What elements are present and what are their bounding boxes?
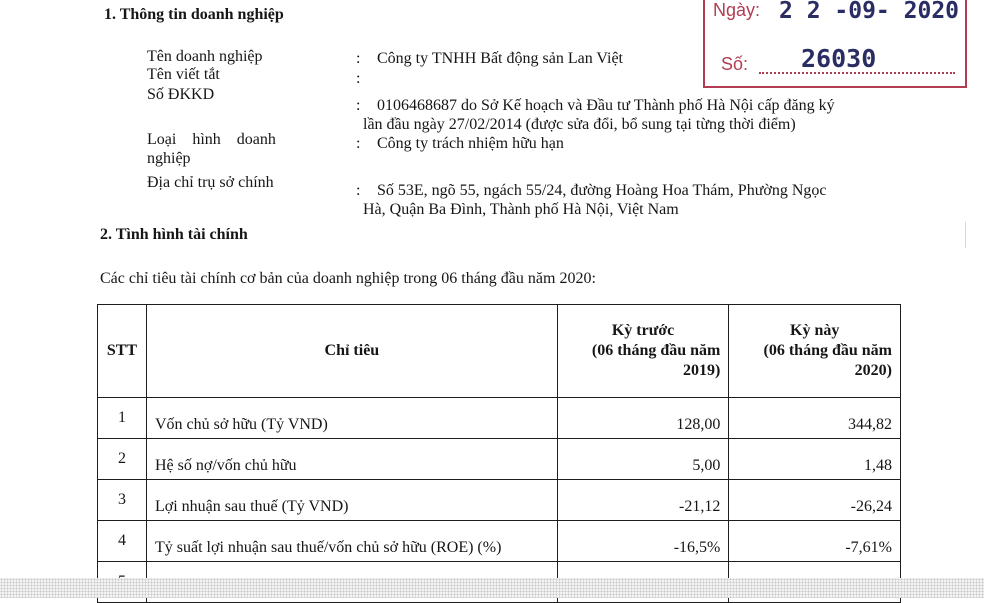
cell-previous: -16,5% — [557, 521, 729, 562]
cell-stt: 2 — [98, 439, 147, 480]
cell-indicator: Lợi nhuận sau thuế (Tỷ VND) — [146, 480, 557, 521]
stamp-date-label: Ngày: — [713, 0, 761, 20]
cell-indicator: Hệ số nợ/vốn chủ hữu — [146, 439, 557, 480]
scan-bottom-band — [0, 578, 984, 598]
field-value-registration-line1: 0106468687 do Sở Kế hoạch và Đầu tư Thành phố Hà Nội cấp đăng ký — [377, 97, 835, 114]
scan-edge-mark — [965, 222, 966, 248]
field-colon: : — [356, 97, 361, 114]
received-stamp — [703, 0, 967, 88]
cell-current: 1,48 — [729, 439, 901, 480]
stamp-date-value: 2 2 -09- 2020 — [779, 0, 960, 24]
table-header-row — [98, 305, 901, 398]
field-colon: : — [356, 70, 361, 87]
stamp-number-label: Số: — [721, 54, 749, 74]
field-label-short-name: Tên viết tắt — [147, 66, 220, 83]
field-value-address-line1: Số 53E, ngõ 55, ngách 55/24, đường Hoàng Hoa Thám, Phường Ngọc — [377, 182, 827, 199]
cell-indicator: Vốn chủ sở hữu (Tỷ VND) — [146, 398, 557, 439]
stamp-number-value: 26030 — [801, 44, 877, 73]
field-label-business-type-line2: nghiệp — [147, 150, 191, 167]
field-label-company-name: Tên doanh nghiệp — [147, 48, 263, 65]
field-value-address-line2: Hà, Quận Ba Đình, Thành phố Hà Nội, Việt Nam — [363, 201, 679, 218]
cell-stt: 3 — [98, 480, 147, 521]
stamp-dotted-line — [759, 72, 955, 74]
table-row — [98, 521, 901, 562]
table-row — [98, 480, 901, 521]
header-current-line3: 2020) — [854, 362, 892, 379]
header-stt: STT — [98, 305, 147, 398]
field-label-business-type-line1: Loại hình doanh — [147, 131, 276, 148]
cell-previous: 5,00 — [557, 439, 729, 480]
field-colon: : — [356, 182, 361, 199]
table-row — [98, 439, 901, 480]
cell-previous: -21,12 — [557, 480, 729, 521]
header-current-line2: (06 tháng đầu năm — [763, 342, 892, 359]
cell-current: 344,82 — [729, 398, 901, 439]
section-heading-financial-status: 2. Tình hình tài chính — [100, 226, 248, 243]
header-previous-period — [557, 305, 729, 398]
cell-stt: 4 — [98, 521, 147, 562]
cell-stt: 1 — [98, 398, 147, 439]
field-colon: : — [356, 50, 361, 67]
cell-previous: 128,00 — [557, 398, 729, 439]
header-previous-line1: Kỳ trước — [611, 322, 675, 339]
financial-intro-text: Các chỉ tiêu tài chính cơ bản của doanh nghiệp trong 06 tháng đầu năm 2020: — [100, 270, 596, 287]
cell-current: -7,61% — [729, 521, 901, 562]
header-current-period — [729, 305, 901, 398]
field-value-registration-line2: lần đầu ngày 27/02/2014 (được sửa đổi, bổ sung tại từng thời điểm) — [363, 116, 796, 133]
section-heading-company-info: 1. Thông tin doanh nghiệp — [104, 6, 284, 23]
header-previous-line2: (06 tháng đầu năm — [591, 342, 721, 359]
financial-indicators-table — [97, 304, 901, 603]
cell-current: -26,24 — [729, 480, 901, 521]
header-previous-line3: 2019) — [683, 362, 721, 379]
field-value-company-name: Công ty TNHH Bất động sản Lan Việt — [377, 50, 623, 67]
cell-indicator: Tỷ suất lợi nhuận sau thuế/vốn chủ sở hữu (ROE) (%) — [146, 521, 557, 562]
table-row — [98, 398, 901, 439]
header-indicator: Chỉ tiêu — [146, 305, 557, 398]
field-label-registration-no: Số ĐKKD — [147, 86, 215, 103]
field-label-head-office: Địa chỉ trụ sở chính — [147, 174, 274, 191]
field-colon: : — [356, 135, 361, 152]
field-value-business-type: Công ty trách nhiệm hữu hạn — [377, 135, 564, 152]
header-current-line1: Kỳ này — [790, 322, 840, 339]
